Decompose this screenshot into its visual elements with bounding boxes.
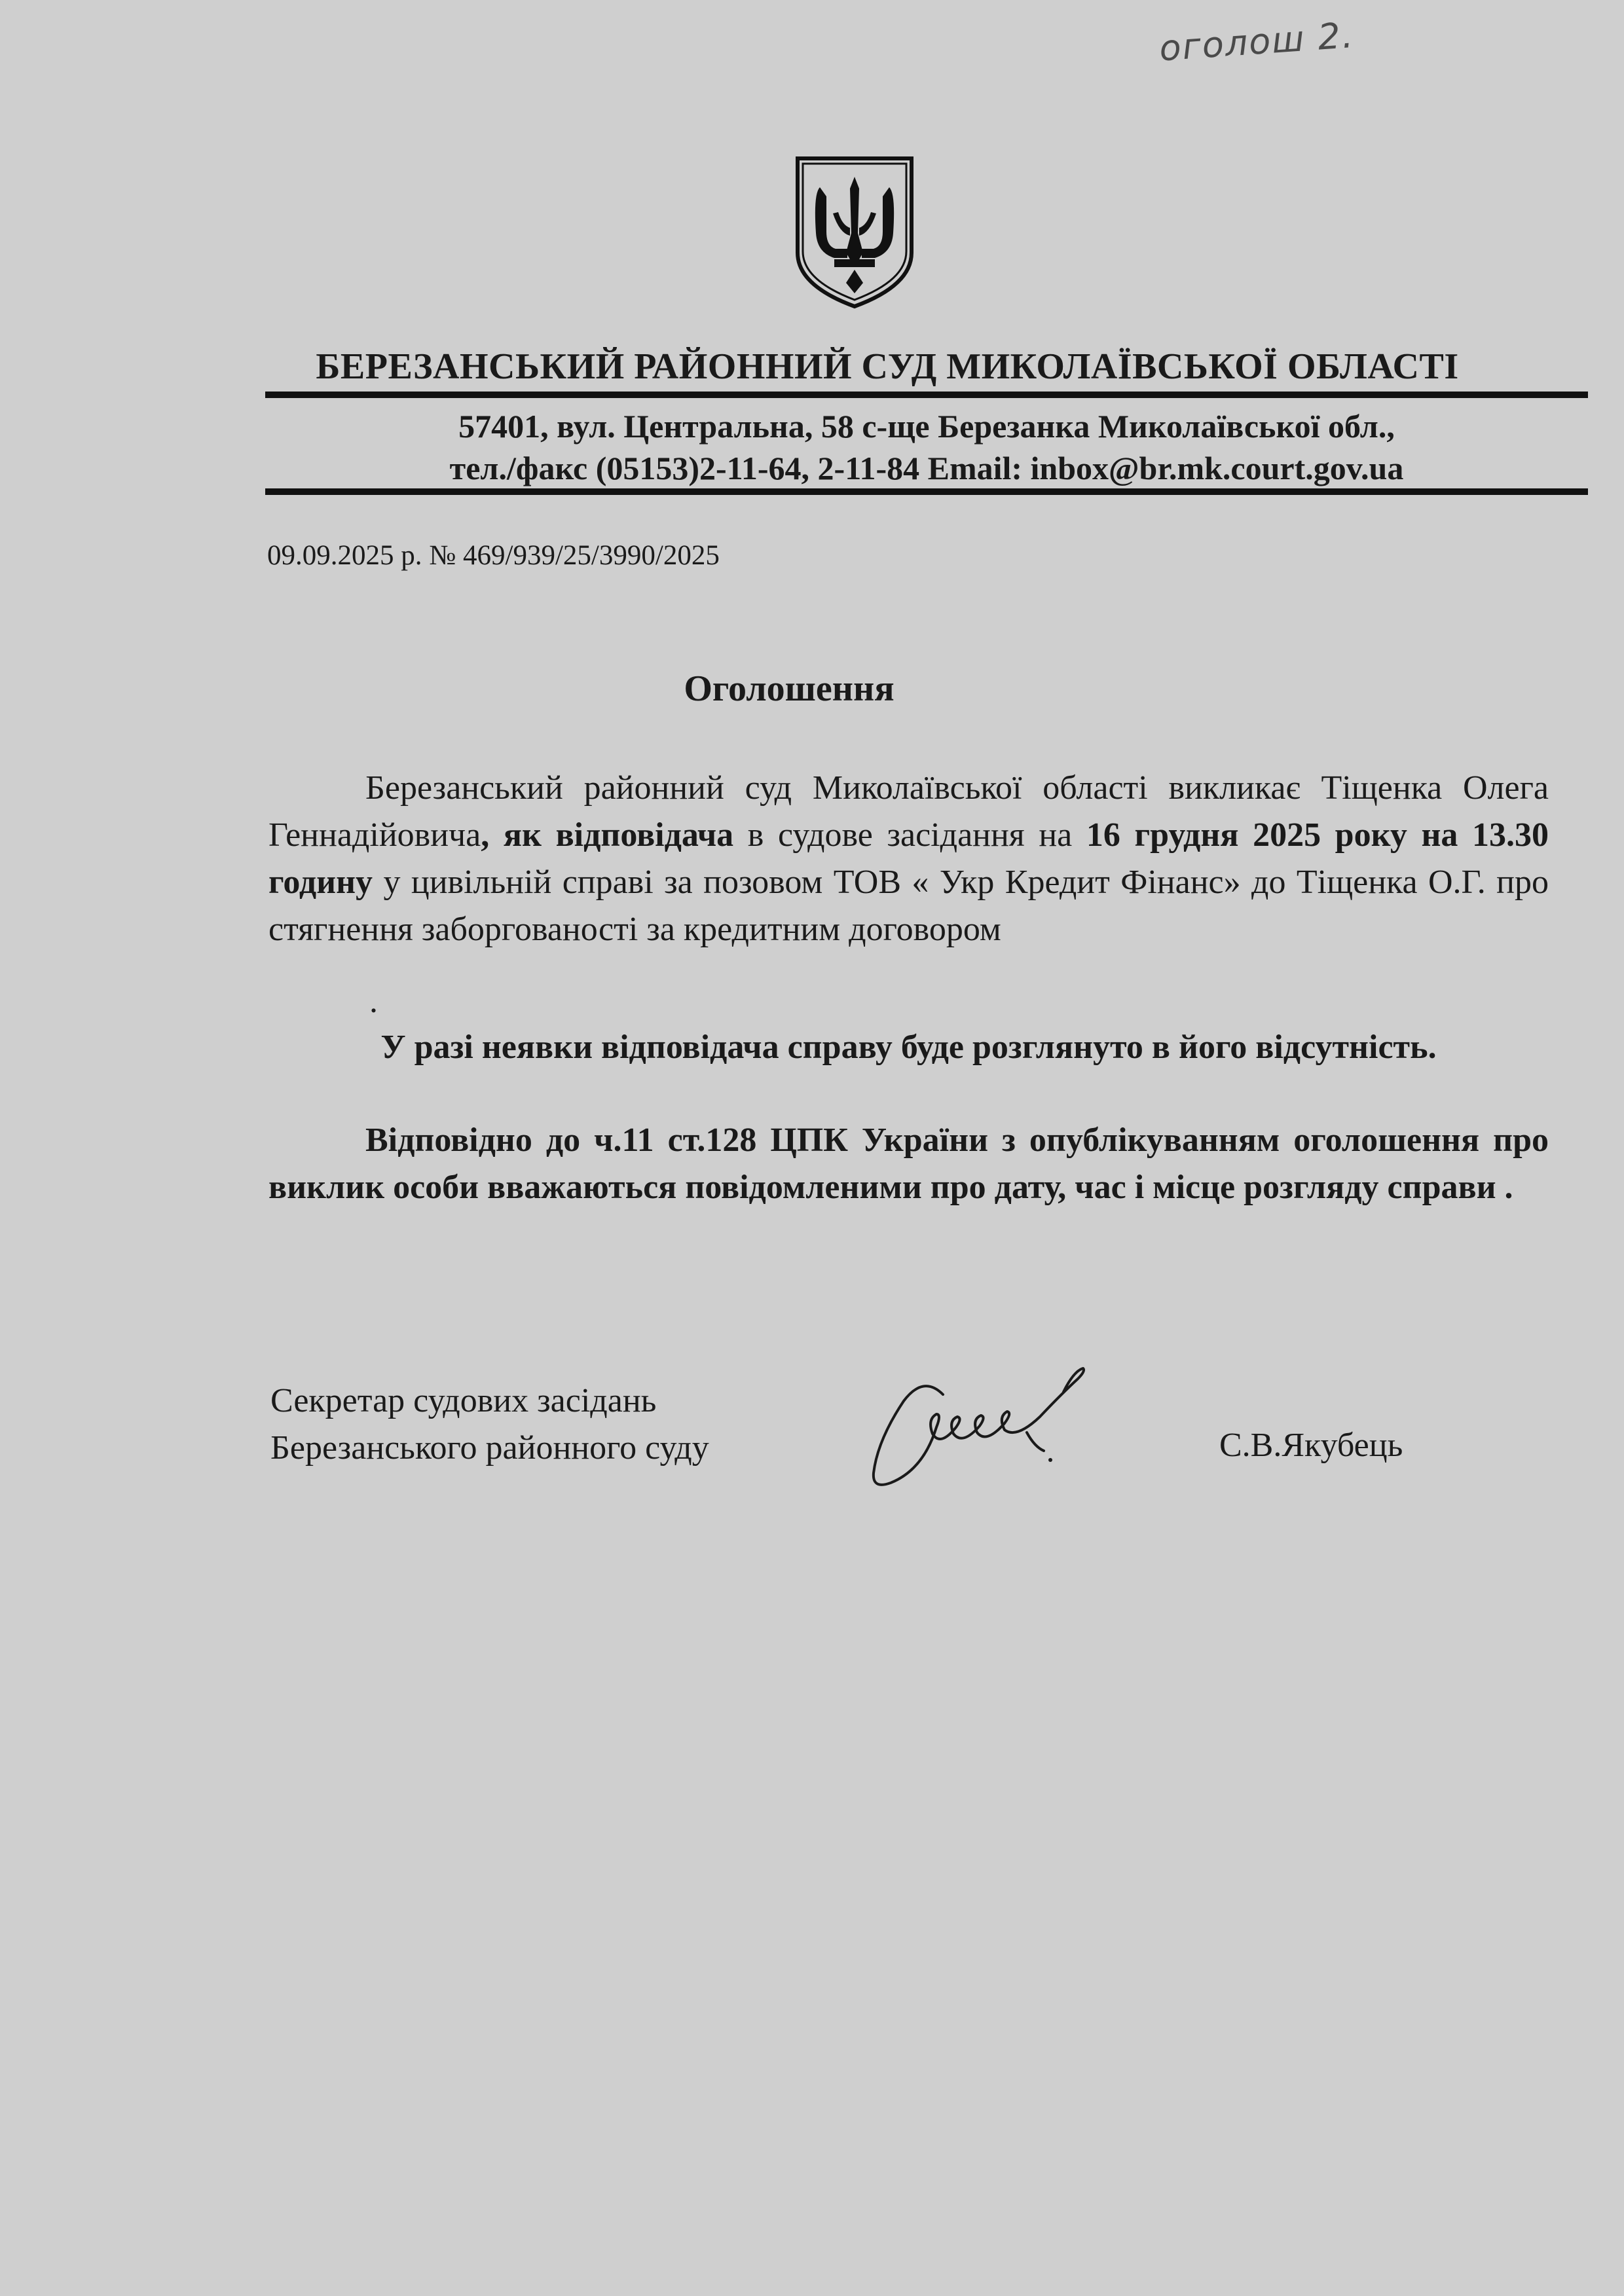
court-name: БЕРЕЗАНСЬКИЙ РАЙОННИЙ СУД МИКОЛАЇВСЬКОЇ ОБЛАСТІ	[316, 346, 1459, 387]
body-text-part: Березанський районний суд Миколаївської області викликає Тіщенка Олега Геннадійовича	[268, 769, 1549, 854]
signatory-title-line2: Березанського районного суду	[270, 1429, 709, 1467]
body-bold-role: , як відповідача	[481, 816, 734, 854]
body-dot: .	[369, 983, 378, 1020]
body-bold-date: 16 грудня 2025 року на 13.30 годину	[268, 816, 1549, 901]
court-contacts: тел./факс (05153)2-11-64, 2-11-84 Email: inbox@br.mk.court.gov.ua	[449, 450, 1404, 486]
header-divider-top	[265, 392, 1588, 398]
body-text-part: в судове засідання на	[733, 816, 1086, 854]
trident-coat-of-arms-icon	[794, 155, 915, 310]
signatory-title	[270, 1377, 709, 1472]
signatory-title-line1: Секретар судових засідань	[270, 1382, 657, 1419]
signatory-name: С.В.Якубець	[1219, 1427, 1403, 1464]
handwritten-note: оголош 2.	[1158, 14, 1356, 69]
absence-warning: У разі неявки відповідача справу буде розглянуто в його відсутність.	[380, 1029, 1437, 1066]
announcement-body	[268, 765, 1549, 953]
court-address: 57401, вул. Центральна, 58 с-ще Березанка Миколаївської обл.,	[458, 408, 1395, 445]
body-text-part: у цивільній справі за позовом ТОВ « Укр Кредит Фінанс» до Тіщенка О.Г. про стягнення заборгованості за кредитним договором	[268, 864, 1549, 948]
legal-notice	[268, 1117, 1549, 1211]
legal-notice-text: Відповідно до ч.11 ст.128 ЦПК України з опублікуванням оголошення про виклик особи вважаються повідомленими про дату, час і місце розгляду справи .	[268, 1121, 1549, 1206]
header-divider-bottom	[265, 488, 1588, 495]
document-reference: 09.09.2025 р. № 469/939/25/3990/2025	[267, 540, 720, 571]
handwritten-signature-icon	[864, 1349, 1192, 1499]
document-title: Оголошення	[684, 668, 895, 709]
